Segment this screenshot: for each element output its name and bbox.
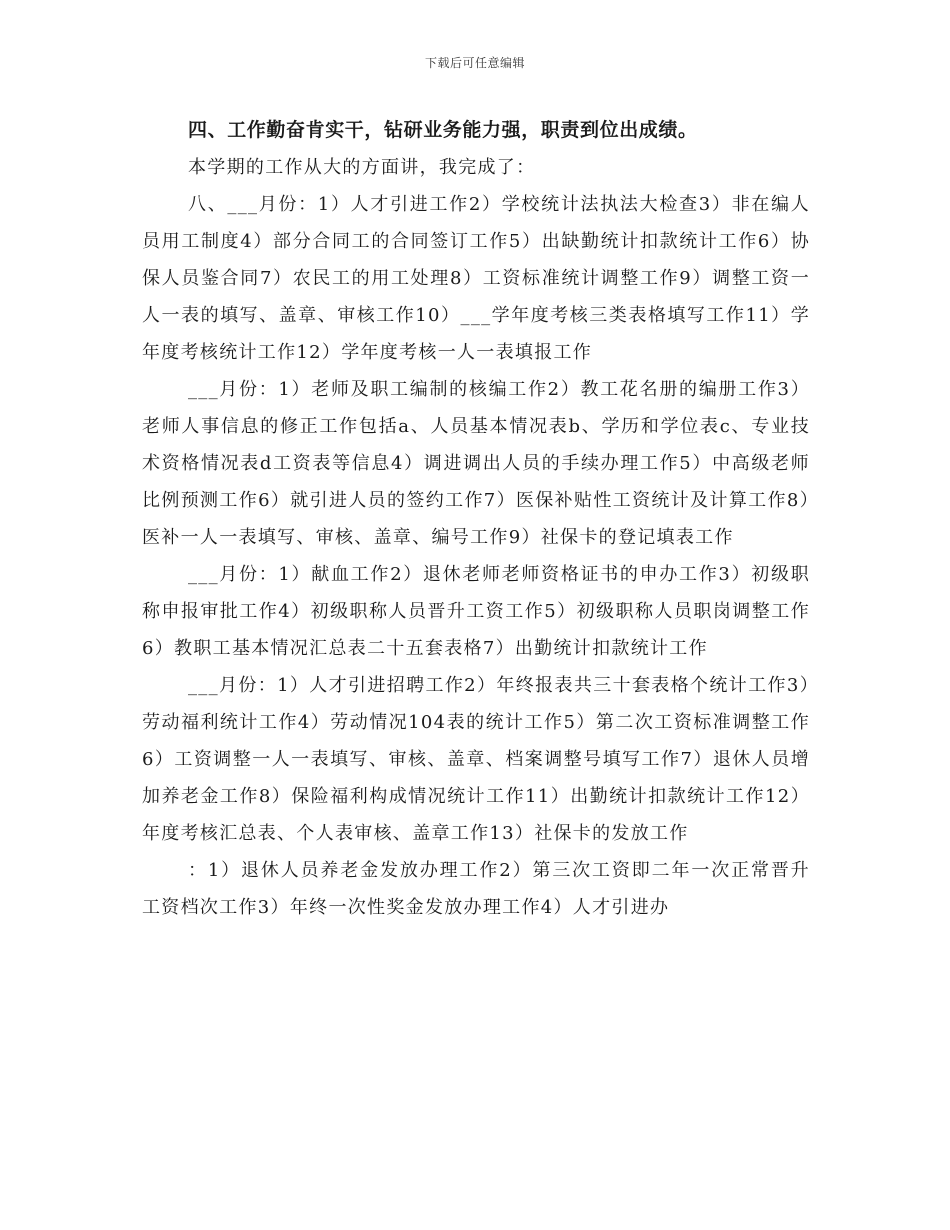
- paragraph-month-4: ___月份：1）人才引进招聘工作2）年终报表共三十套表格个统计工作3）劳动福利统计工作4）劳动情况104表的统计工作5）第二次工资标准调整工作6）工资调整一人一表填写、审核、盖章、档案调整号填写工作7）退休人员增加养老金工作8）保险福利构成情况统计工作11）出勤统计扣款统计工作12）年度考核汇总表、个人表审核、盖章工作13）社保卡的发放工作: [142, 675, 810, 844]
- intro-paragraph: 本学期的工作从大的方面讲，我完成了：: [188, 157, 536, 178]
- paragraph-month-3: ___月份：1）献血工作2）退休老师老师资格证书的申办工作3）初级职称申报审批工作4）初级职称人员晋升工资工作5）初级职称人员职岗调整工作6）教职工基本情况汇总表二十五套表格7）出勤统计扣款统计工作: [142, 564, 810, 659]
- section-heading: 四、工作勤奋肯实干，钻研业务能力强，职责到位出成绩。: [188, 119, 698, 141]
- document-body: [142, 112, 810, 926]
- paragraph-month-1: 八、___月份：1）人才引进工作2）学校统计法执法大检查3）非在编人员用工制度4）部分合同工的合同签订工作5）出缺勤统计扣款统计工作6）协保人员鉴合同7）农民工的用工处理8）工资标准统计调整工作9）调整工资一人一表的填写、盖章、审核工作10）___学年度考核三类表格填写工作11）学年度考核统计工作12）学年度考核一人一表填报工作: [142, 194, 810, 363]
- page-header: 下载后可任意编辑: [424, 56, 525, 70]
- paragraph-month-2: ___月份：1）老师及职工编制的核编工作2）教工花名册的编册工作3）老师人事信息的修正工作包括a、人员基本情况表b、学历和学位表c、专业技术资格情况表d工资表等信息4）调进调出人员的手续办理工作5）中高级老师比例预测工作6）就引进人员的签约工作7）医保补贴性工资统计及计算工作8）医补一人一表填写、审核、盖章、编号工作9）社保卡的登记填表工作: [142, 379, 810, 548]
- paragraph-month-5: ：1）退休人员养老金发放办理工作2）第三次工资即二年一次正常晋升工资档次工作3）年终一次性奖金发放办理工作4）人才引进办: [142, 860, 810, 918]
